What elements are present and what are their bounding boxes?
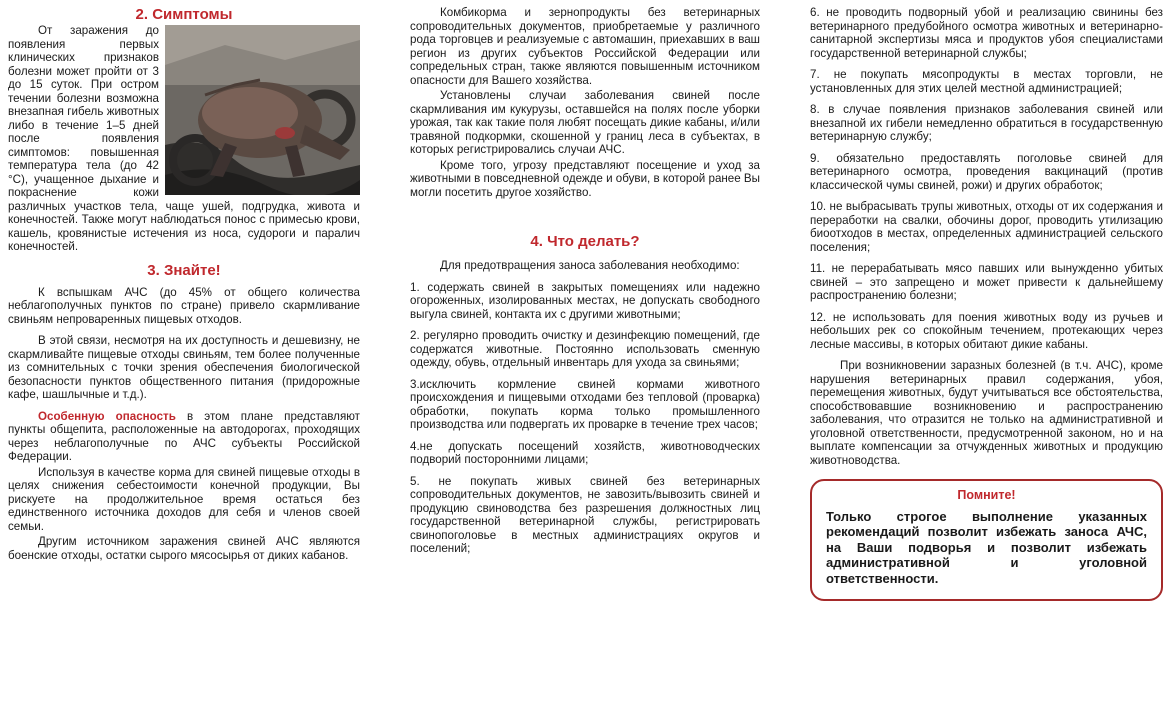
col2-paragraph-3: Кроме того, угрозу представляют посещение и уход за животными в повседневной одежде и обуви, в которой ранее Вы могли посетить другое хозяйство. (410, 158, 760, 199)
list-item: 10. не выбрасывать трупы животных, отходы от их содержания и переработки на свалки, обочины дорог, проводить утилизацию биоотходов в местах, определенных администрацией сельского поселения; (810, 200, 1163, 254)
section-2-title: 2. Симптомы (135, 6, 233, 23)
closing-paragraph: При возникновении заразных болезней (в т.ч. АЧС), кроме нарушения ветеринарных правил содержания, убоя, перемещения животных, будут учитываться все обстоятельства, способствовавшие возникновению и распространению заболевания, что отразится не только на административной и уголовной ответственности, предусмотренной законом, но и на выплате компенсации за отчужденных животных и продукцию животноводства. (810, 359, 1163, 467)
list-item: 8. в случае появления признаков заболевания свиней или внезапной их гибели немедленно обратиться в государственную ветеринарную службу; (810, 103, 1163, 143)
list-item: 3.исключить кормление свиней кормами животного происхождения и пищевыми отходами без тепловой (проварка) обработки, покупать корма только промышленного производства или подвергать их проварке в течение трех часов; (410, 377, 760, 431)
section-3-paragraph-3-rest: в этом плане представляют пункты общепита, расположенные на автодорогах, проходящих через неблагополучные по АЧС субъекты Российской Федерации. (8, 409, 360, 463)
col2-paragraph-1: Комбикорма и зернопродукты без ветеринарных сопроводительных документов, приобретаемые у различного рода торговцев и реализуемые с автомашин, приехавших в ваш регион из других субъектов Российской Федерации или сопредельных стран, также являются повышенным источником опасности для Вашего хозяйства. (410, 6, 760, 87)
wild-boar-photo (165, 25, 360, 195)
list-item: 4.не допускать посещений хозяйств, животноводческих подворий посторонними лицами; (410, 439, 760, 466)
list-item: 2. регулярно проводить очистку и дезинфекцию помещений, где содержатся животные. Постоянно использовать сменную одежду, обувь, отдельный инвентарь для ухода за свиньями; (410, 329, 760, 369)
section-3-paragraph-4: Используя в качестве корма для свиней пищевые отходы в целях снижения себестоимости конечной продукции, Вы рискуете на продолжительное время остаться без единственного источника доходов для себя и членов своей семьи. (8, 465, 360, 533)
list-item: 9. обязательно предоставлять поголовье свиней для ветеринарного осмотра, проведения вакцинаций (против классической чумы свиней, рожи) и других обработок; (810, 151, 1163, 192)
section-4-title: 4. Что делать? (530, 233, 640, 250)
special-danger-highlight: Особенную опасность (38, 409, 176, 423)
remember-title: Помните! (957, 488, 1016, 502)
list-item: 12. не использовать для поения животных воду из ручьев и небольших рек со спокойным течением, протекающих через лесные массивы, в которых обитают дикие кабаны. (810, 310, 1163, 351)
list-item: 6. не проводить подворный убой и реализацию свинины без ветеринарного предубойного осмотра животных и ветеринарно-санитарной экспертизы мяса и продуктов убоя специалистами государственной ветеринарной службы; (810, 6, 1163, 60)
section-4-intro: Для предотвращения заноса заболевания необходимо: (440, 259, 740, 272)
section-3-paragraph-2: В этой связи, несмотря на их доступность и дешевизну, не скармливайте пищевые отходы свиньям, тем более полученные из сомнительных с точки зрения обеспечения биологической безопасности пунктов общественного питания (придорожные кафе, шашлычные и т.д.). (8, 334, 360, 401)
column-middle (410, 6, 760, 564)
list-item: 1. содержать свиней в закрытых помещениях или надежно огороженных, изолированных местах, не допускать свободного выгула свиней, контакта их с другими животными; (410, 280, 760, 321)
section-2-text: От заражения до появления первых клинических признаков болезни может пройти от 3 до 15 суток. При остром течении болезни возможна внезапная гибель животных либо в течение 1–5 дней после появления симптомов: повышенная температура тела (до 42 °С), учащенное дыхание и покраснение кожи различных участков тела, чаще ушей, подгрудка, живота и конечностей. Также могут наблюдаться понос с примесью крови, кашель, кровянистые истечения из носа, судороги и паралич конечностей. (8, 24, 360, 253)
section-3-paragraph-1: К вспышкам АЧС (до 45% от общего количества неблагополучных пунктов по стране) привело скармливание свиньям непроваренных пищевых отходов. (8, 285, 360, 326)
col2-paragraph-2: Установлены случаи заболевания свиней после скармливания им кукурузы, оставшейся на полях после уборки урожая, так как такие поля любят посещать дикие кабаны, и/или травяной подкормки, скошенной у границ леса в субъектах, в которых регистрировались случаи АЧС. (410, 89, 760, 156)
list-item: 11. не перерабатывать мясо павших или вынужденно убитых свиней – это запрещено и может привести к дальнейшему распространению болезни; (810, 262, 1163, 302)
remember-box (810, 479, 1163, 601)
remember-text: Только строгое выполнение указанных рекомендаций позволит избежать заноса АЧС, на Ваши подворья и позволит избежать административной и уголовной ответственности. (826, 508, 1147, 586)
section-3-paragraph-5: Другим источником заражения свиней АЧС являются боенские отходы, остатки сырого мясосырья от диких кабанов. (8, 535, 360, 562)
column-right (810, 6, 1163, 601)
section-3-paragraph-3 (8, 410, 360, 464)
list-item: 5. не покупать живых свиней без ветеринарных сопроводительных документов, не завозить/вывозить свиней и продукцию свиноводства без разрешения должностных лиц государственной ветеринарной службы, регистрировать свинопоголовье в местных администрациях округов и поселений; (410, 474, 760, 555)
section-3-title: 3. Знайте! (147, 261, 221, 279)
list-item: 7. не покупать мясопродукты в местах торговли, не установленных для этих целей местной администрацией; (810, 68, 1163, 95)
column-left (8, 6, 360, 564)
